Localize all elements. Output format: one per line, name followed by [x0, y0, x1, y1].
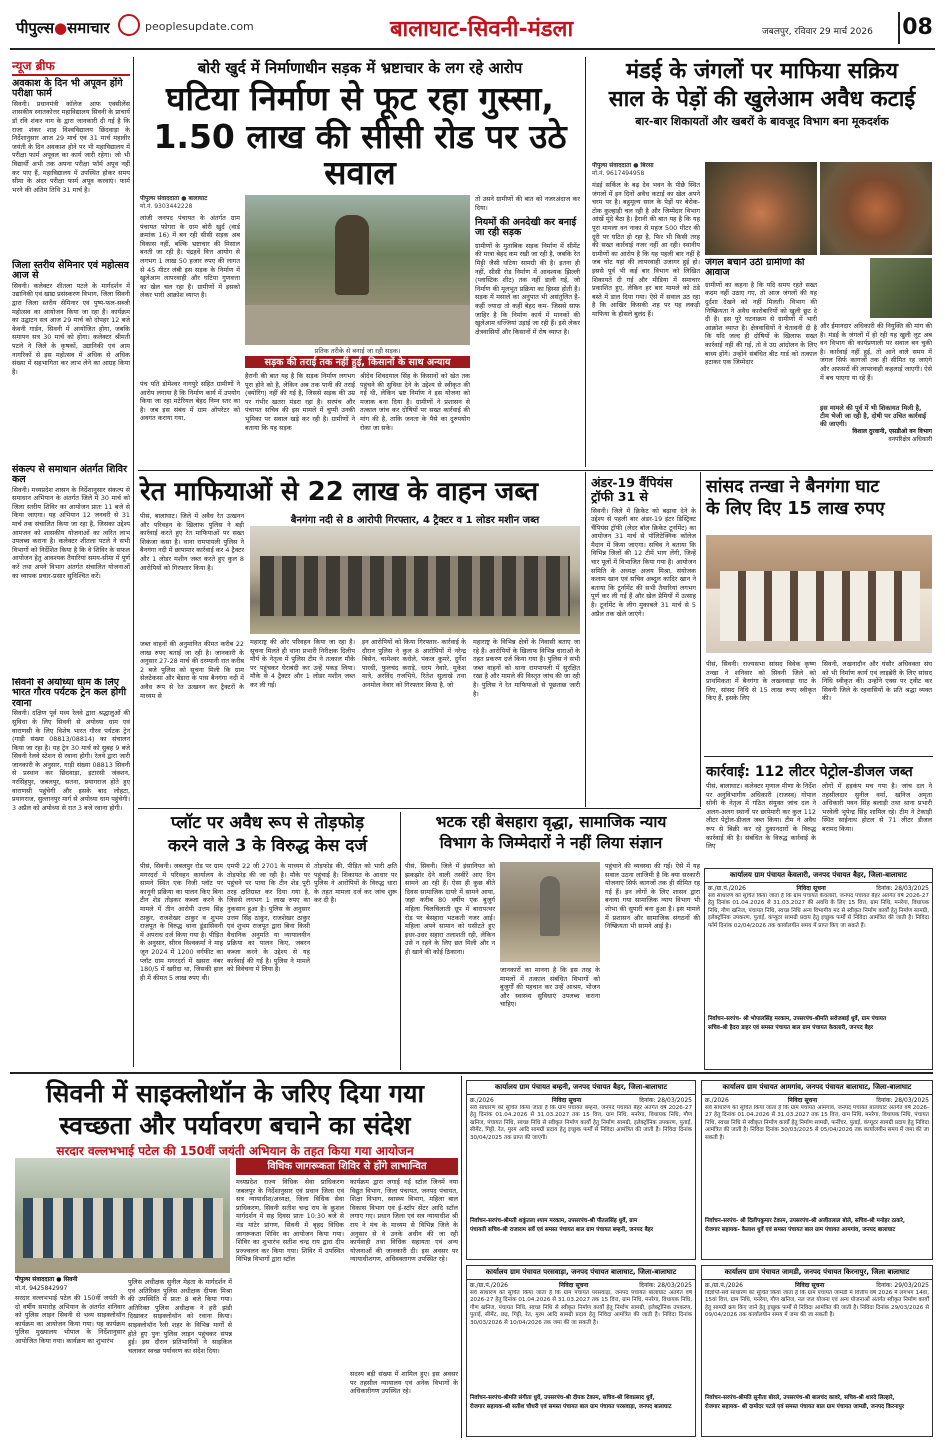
- legal-banner: विधिक जागरूकता शिविर से होंगे लाभान्वित: [236, 1158, 458, 1175]
- story-column: महाराष्ट्र की ओर परिवहन किया जा रहा है। सूचना मिलते ही थाना प्रभारी निरीक्षक दिलीप मौर्य के नेतृत्व में पुलिस टीम ने तत्काल मौके पर पहुंचकर घेराबंदी कर उन्हें पकड़ लिया। मौके से 4 ट्रैक्टर और 1 लोडर मशीन जब्त कर ली गई।: [250, 638, 355, 689]
- story-headline: सिवनी में साइक्लोथॉन के जरिए दिया गया: [46, 1079, 424, 1108]
- story-headline: सांसद तन्खा ने बैनगंगा घाट: [706, 477, 880, 497]
- story-headline: के लिए दिए 15 लाख रुपए: [706, 499, 885, 520]
- brief-text: सिवनी। दक्षिण पूर्व मध्य रेलवे द्वारा श्रद्धालुओं की सुविधा के लिए सिवनी से अयोध्या धाम एवं वाराणसी के लिए विशेष भारत गौरव पर्यटक ट्रेन (गाड़ी संख्या 08813/08814) का संचालन किया जा रहा है। यह ट्रेन 30 मार्च को सुबह 9 बजे सिवनी रेलवे स्टेशन से रवाना होगी। रेलवे द्वारा जारी जानकारी के अनुसार, गाड़ी संख्या 08813 सिवनी से प्रस्थान कर छिंदवाड़ा, इटारसी जंक्शन, नरसिंहपुर, जबलपुर, सतना, प्रयागराज होते हुए वाराणसी पहुंचेगी और इसके बाद लोहटा, प्रयागराज, सुल्तानपुर मार्ग से अयोध्या धाम पहुंचेगी। 3 अप्रैल को अयोध्या से रात 3 बजे रवाना होगी।: [12, 709, 130, 812]
- story-headline: अंडर-19 वैंपियंस: [591, 476, 673, 490]
- story-deck: सरदार वल्लभभाई पटेल की 150वीं जयंती अभियान के तहत किया गया आयोजन: [56, 1144, 414, 1158]
- news-brief-column: [12, 57, 130, 677]
- mp-meeting-photo: [706, 535, 932, 653]
- brief-text: सिवनी। कलेक्टर शीतला पटले के मार्गदर्शन में उद्यानिकी एवं खाद्य प्रसंस्करण विभाग, जिला सिवनी द्वारा जिला स्तरीय सेमिनार एवं पुष्प-फल-सब्जी महोत्सव का आयोजन किया जा रहा है। कार्यक्रम का उद्घाटन सत्र आज 29 मार्च को दोपहर 12 बजे केवनी गार्डन, सिवनी में आयोजित होगा, जबकि समापन सत्र 30 मार्च को होगा। कलेक्टर श्रीमती पटले ने जिले के कृषकों, उद्यानिकी एवं आम नागरिकों से इस महोत्सव में अधिक से अधिक संख्या में सहभागिता कर लाभ लेने का आग्रह किया है।: [12, 281, 130, 376]
- fuel-headline: कार्रवाई: 112 लीटर पेट्रोल-डीजल जब्त: [706, 764, 913, 780]
- quote-author: विशाल दुरवानी, एसडीओ वन विभाग: [852, 428, 932, 435]
- forest-photo: [870, 258, 932, 318]
- story-column: हैरानी की बात यह है कि सड़क निर्माण लगभग पूरा होने को है, लेकिन अब तक पानी की तराई (क्योरिंग) नहीं की गई है, जिससे सड़क की उम्र पर गंभीर खतरा मंडरा रहा है। सरपंच और पंचायत सचिव की इस मामले में चुप्पी उनकी भूमिका पर सवाल खड़े कर रही है। ग्रामीणों ने बताया कि यह सड़क: [245, 372, 355, 432]
- official-quote: इस मामले की पूर्व में भी शिकायत मिली है, टीम भेजी जा रही है, दोषी पर उचित कार्रवाई की जाएगी।: [820, 404, 927, 428]
- brief-text: सिवनी। मध्यप्रदेश शासन के निर्देशानुसार संकल्प से समाधान अभियान के अंतर्गत जिले में 30 मार्च को जिला स्तरीय शिविर का आयोजन प्रातः 11 बजे से किया जाएगा। यह अभियान 12 जनवरी से 31 मार्च तक संचालित किया जा रहा है, जिसका उद्देश्य आमजन को शासकीय योजनाओं का त्वरित लाभ उपलब्ध कराना है। कलेक्टर शीतला पटले ने सभी विभागों को निर्देशित किया है कि वे शिविर के सफल आयोजन हेतु आवश्यक तैयारियां समय-सीमा में पूर्ण करें तथा अपने विभाग अंतर्गत संचालित योजनाओं का व्यापक प्रचार-प्रसार सुनिश्चित करें।: [12, 485, 130, 580]
- tender-notice: कार्यालय ग्राम पंचायत आमगांव, जनपद पंचायत बालाघाट, जिला-बालाघाट क्र./2026 निविदा सूचना दिनांक: 28/03/2025 सर्व साधारण को सूचित किया जाता है कि ग्राम पंचायत आमगांव, जनपद पंचायत बालाघाट अंतर्गत वर्ष 2026-27 हेतु दिनांक 01.04.2026 से 31.03.2027 तक 15 वित्त, ग्राम निधि, मनरेगा, विधायक निधि, पंचायत निधि, स्वच्छ निधि से स्वीकृत निर्माण कार्यों हेतु निर्माण सामग्री, फर्नीचर, पुताई, कंप्यूटर सामग्री प्रदाय हेतु निविदा आमंत्रित की जाती है। निविदा दिनांक 30/03/2025 से 05/04/2026 तक कार्यालयीन समय में जमा की जा सकती है। निर्वाचन-सरपंच- श्री दिलीपकुमार टेकाम, उपसरपंच-श्री अजीतलाल बोले, सचिव-श्री मनोहर ठाकरे, रोजगार सहायक- कैलाश धुर्वे एवं समस्त पंचायत बाल ग्राम पंचायत आमगांव, जनपद बालाघाट: [701, 1080, 933, 1260]
- story-banner: सड़क की तराई तक नहीं हुई, किसानों के साथ अन्याय: [245, 356, 470, 368]
- story-column: श्रीदेव शिवदयाल सिंह के किसानों को खेत तक पहुंचने की सुविधा देने के उद्देश्य से स्वीकृत की गई थी, लेकिन भ्रष्ट निर्माण ने इस योजना को मजाक बना दिया है। ग्रामीणों ने प्रशासन से तत्काल जांच कर दोषियों पर सख्त कार्रवाई की मांग की है, ताकि जनता के पैसे का दुरुपयोग रोका जा सके।: [360, 372, 470, 432]
- story-headline: भटक रही बेसहारा वृद्धा, सामाजिक न्याय: [435, 813, 667, 831]
- story-column: पीसं, सिवनी। जिले में इंसानियत को झकझोर देने वाली तस्वीरें आए दिन सामने आ रही हैं। ऐसा ही कुछ बीते दिवस सामाजिक दायरे में सामने आया, जहां करीब 80 वर्षीय एक बुजुर्ग महिला चिलचिलाती धूप में बारापत्थर रोड पर बेसहारा भटकती नजर आई। महिला अपने सामान को घसीटते हुए इधर-उधर सहारा तलाशती रही, लेकिन उसे न रहने के लिए छत मिली और न ही खाने की कोई ठिकाना।: [405, 862, 495, 956]
- story-column: पीसं, बालाघाट। कलेक्टर मृणाल मीणा के निर्देश पर अनुविभागीय अधिकारी (राजस्व) गोपाल सोनी के नेतृत्व में गठित संयुक्त जांच दल ने अलग-अलग स्थानों पर छापेमारी कर कुल 112 लीटर पेट्रोल-डीजल जब्त किया। टीम ने अवैध रूप से बिक्री कर रहे दुकानदारों के विरुद्ध कार्रवाई की है। संबंधित के विरुद्ध कार्रवाई के लिए: [706, 782, 816, 851]
- brief-headline: जिला स्तरीय सेमिनार एवं महोत्सव आज से: [12, 259, 129, 282]
- story-headline: ट्रॉफी 31 से: [591, 488, 648, 504]
- story-column: महाराष्ट्र के विभिन्न क्षेत्रों के निवासी बताए जा रहे हैं। आरोपियों के खिलाफ विभिन्न धाराओं के तहत प्रकरण दर्ज किया गया है। पुलिस ने सभी जब्त वाहनों को थाना रामपायली में सुरक्षित रखा है और मामले की विस्तृत जांच की जा रही है। पुलिस ने रेत माफियाओं से पूछताछ जारी है।: [473, 638, 580, 698]
- story-headline: करने वाले 3 के विरुद्ध केस दर्ज: [167, 835, 367, 856]
- tender-notice: कार्यालय ग्राम पंचायत परसवाड़ा, जनपद पंचायत बालाघाट, जिला-बालाघाट क्र./ग्रा.पं./2026 निविदा सूचना दिनांक: 28/03/2025 सर्व साधारण को सूचित किया जाता है कि ग्राम पंचायत परसवाड़ा, जनपद पंचायत बालाघाट अंतर्गत वर्ष 2026-27 हेतु दिनांक 01.04.2026 से 31.03.2027 तक 15 वित्त, ग्राम निधि, मनरेगा, विधायक निधि, गौण खनिज, पंचायत निधि, स्वच्छ निधि से स्वीकृत निर्माण कार्यों हेतु निर्माण सामग्री, इलेक्ट्रॉनिक उपकरण, पुताई, सीमेंट, छड़, गिट्टी, रेत, मुरम आदि सामग्री प्रदाय हेतु निविदा आमंत्रित की जाती है। निविदा दिनांक 30/03/2026 से 10/04/2026 तक जमा की जा सकती है। निर्वाचन-सरपंच-श्रीमति संगीता धुर्वे, उपसरपंच-श्री दीपक टेकाम, सचिव-श्री शिवप्रसाद धुर्वे, रोजगार सहायक-श्री सतीश चौधरी एवं समस्त पंचायत बाल ग्राम पंचायत परसवाड़ा, जनपद बालाघाट: [466, 1265, 696, 1437]
- byline: पीपुल्स संवाददाता ● बालाघाट: [140, 195, 208, 202]
- brief-headline: संकल्प से समाधान अंतर्गत शिविर कल: [12, 463, 127, 486]
- elderly-woman-photo: [500, 862, 600, 962]
- story-column: पीपुल्स संवाददाता ● बिरसा मो.नं. 9617494958 मंडई सर्किल के बढ़ देव भवन के पीछे स्थित जंगलों में इन दिनों अवैध कटाई का खेल अपने चरम पर है। बहुमूल्य साल के पेड़ों पर बेरोक-टोक कुल्हाड़ी चल रही है और जिम्मेदार विभाग आंखें मूंदे बैठा है। हैरानी की बात यह है कि यह पूरा मामला वन नाका से महज 500 मीटर की दूरी पर घटित हो रहा है, फिर भी किसी तरह की सख्त कार्रवाई नजर नहीं आ रही। स्थानीय ग्रामीणों का आरोप है कि यह पहली बार नहीं है जब चोट यहां की लापरवाही उजागर हुई हो। इससे पूर्व भी कई बार विभाग को लिखित शिकायतें दी गई और मीडिया में समाचार प्रकाशित हुए, लेकिन हर बार मामले को ठंडे बस्ते में डाल दिया गया। ऐसे में सवाल उठ रहा है कि आखिर किसकी शह पर यह लकड़ी माफिया के हौसले बुलंद हैं।: [592, 162, 700, 318]
- masthead: [10, 8, 935, 50]
- story-text: लांजी जनपद पंचायत के अंतर्गत ग्राम पंचायत फोगरा के ग्राम बोरी खुर्द (वार्ड क्रमांक 16) में बन रही सीसी सड़क अब विकास नहीं, बल्कि भ्रष्टाचार की मिसाल बनती जा रही है। पंद्रहवें वित्त आयोग से लगभग 1 लाख 50 हजार रुपए की लागत से 45 मीटर लंबी इस सड़क के निर्माण में खुलेआम लापरवाही और घटिया गुणवत्ता का खेल चल रहा है। ग्रामीणों में इसको लेकर भारी आक्रोश व्याप्त है।: [140, 214, 240, 300]
- story-road-corruption: [140, 60, 580, 191]
- cyclothon-photo: [15, 1158, 230, 1273]
- tender-notice: कार्यालय ग्राम पंचायत बम्हनी, जनपद पंचायत बैहर, जिला-बालाघाट क्र./2026 निविदा सूचना दिनांक: 28/03/2025 सर्व साधारण को सूचित किया जाता है कि ग्राम पंचायत बम्हनी, जनपद पंचायत बैहर अंतर्गत वर्ष 2026-27 हेतु दिनांक 01.04.2026 से 31.03.2027 तक 15 वित्त, ग्राम निधि, मनरेगा, विधायक निधि, गौण खनिज, पंचायत निधि, स्वच्छ निधि से स्वीकृत निर्माण कार्यों हेतु निर्माण सामग्री, इलेक्ट्रॉनिक उपकरण, पुताई, सीमेंट, गिट्टी, रेत, मुरम आदि सामग्री प्रदाय हेतु इच्छुक फर्मों से निविदा आमंत्रित की जाती है। निविदा दिनांक 30/04/2025 तक प्राप्त की जाएगी। निर्वाचन-सरपंच-श्रीमती शकुंतला श्याम मरकाम, उपसरपंच-श्री पीतलसिंह धुर्वे, ग्राम पंचायती सचिव-श्री राजाराम सर्वे एवं समस्त पंचायत बाल ग्राम पंचायत बम्हनी, जनपद बैहर: [466, 1080, 696, 1260]
- story-column: पीसं, सिवनी। जबलपुर रोड पर ग्राम मगरदर्रा में परिवहन कार्यालय के सामने स्थित एक निजी प्लॉट पर कानूनी प्रक्रिया का पालन किए बिना टीन शेड तोड़कर कब्जा करने के मामले में तीन आरोपी उत्तम सिंह ठाकुर, राजशेखर ठाकुर व शुभम राजपूत के विरुद्ध थाना डूंडासिवनी में अपराध दर्ज किया गया है। पीड़ित के अनुसार, सीरव विश्वकर्मा ने माह जून 2024 में 1200 वर्गफीट का प्लॉट ग्राम मगरदर्रा में खसरा नंबर 180/5 में खरीदा था, जिसकी हाल ही में कीमत 5 लाख रुपए थी।: [140, 862, 223, 982]
- story-column: जानकारों का मानना है कि इस तरह के मामलों में तत्काल संबंधित विभागों को बुजुर्गों की पहचान कर उन्हें आश्रय, भोजन और स्वास्थ्य सुविधाएं उपलब्ध कराना चाहिए।: [500, 966, 600, 1009]
- story-deck: बार-बार शिकायतों और खबरों के बावजूद विभाग बना मूकदर्शक: [635, 115, 889, 129]
- story-column: मध्यप्रदेश राज्य विधिक सेवा प्राधिकरण जबलपुर के निर्देशानुसार एवं प्रधान जिला एवं सत्र न्यायाधीश/अध्यक्ष, जिला विधिक सेवा प्राधिकरण, सिवनी सतीश चन्द्र राय के कुशल मार्गदर्शन में सह दिवस प्रातः 10:30 बजे से मंड मांटेर प्रांगण, सिवनी में बृहद विधिक जागरूकता शिविर का आयोजन किया गया। शिविर का शुभारंभ सतीश चन्द्र राय द्वारा दीप प्रज्ज्वलन कर किया गया। शिविर में उपस्थित विभिन्न विभागों द्वारा स्टॉल: [236, 1178, 344, 1264]
- story-column: सरदार वल्लभभाई पटेल की 150वीं जयंती के दो वर्षीय समारोह अभियान के अंतर्गत शनिवार को पुलिस लाइन सिवनी से भव्य साइक्लोथॉन कार्यक्रम का आयोजन किया गया। यह कार्यक्रम पुलिस मुख्यालय भोपाल के निर्देशानुसार आयोजित किया गया। कार्यक्रम का शुभारंभ: [15, 1294, 125, 1345]
- story-column: तो उसने ग्रामीणों की बात को नजरअंदाज कर दिया। नियमों की अनदेखी कर बनाई जा रही सड़क ग्रामीणों के मुताबिक सड़क निर्माण में सीमेंट की मात्रा बेहद कम रखी जा रही है, जबकि रेत मिट्टी जैसी घटिया सामग्री की है। इतना ही नहीं, सीसी रोड निर्माण में आवश्यक झिल्ली (प्लास्टिक शीट) तक नहीं डाली गई, जो निर्माण की मूलभूत प्रक्रिया का हिस्सा होती है। सड़क में मसाले का अनुपात भी असंतुलित है-कहीं ज्यादा तो कहीं बेहद कम- जिससे साफ जाहिर है कि निर्माण कार्य में मानकों की खुलेआम धज्जियां उड़ाई जा रही हैं। इसे लेकर क्षेत्रवासियों और किसानों में रोष व्याप्त है।: [475, 195, 580, 336]
- story-sand-mafia: [140, 478, 580, 507]
- tender-notice: कार्यालय ग्राम पंचायत केवलारी, जनपद पंचायत बैहर, जिला-बालाघाट क्र./ग्रा.पं./2026 निविदा सूचना दिनांक: 28/03/2025 सर्व साधारण को सूचित किया जाता है कि ग्राम पंचायत केवलारी, जनपद पंचायत बैहर अंतर्गत वर्ष 2026-27 हेतु दिनांक 01.04.2026 से 31.03.2027 की अवधि के लिए 15 वित्त, ग्राम निधि, मनरेगा, विधायक निधि, गौण खनिज, पंचायत निधि, स्वच्छ निधि अन्य विभागीय मद से स्वीकृत निर्माण कार्यों हेतु निर्माण सामग्री, इलेक्ट्रॉनिक उपकरण, पुताई, कंप्यूटर सामग्री प्रदाय हेतु इच्छुक फर्मों से निविदा आमंत्रित की जाती है। निविदा फॉर्म दिनांक 02/04/2026 तक कार्यालयीन समय में प्राप्त किए जा सकते हैं। निर्वाचन-सरपंच- श्री भोपालसिंह मरकाम, उपसरपंच-श्रीमति सरोजबाई धुर्वे, ग्राम पंचायत सचिव-श्री हैदरा डाहर एवं समस्त पंचायत बाल ग्राम पंचायत केवलारी, जनपद बैहर: [704, 868, 933, 1070]
- reporter-mobile: मो.नं. 9425842997: [15, 1285, 68, 1292]
- tree-stump-photo: [705, 162, 817, 255]
- story-column: पंच पति डोमेश्वर नागपुरे सहित ग्रामीणों ने आरोप लगाया है कि निर्माण कार्य में उपयोग किया जा रहा मटेरियल बेहद निम्न स्तर का है। जब इस संबंध में ग्राम ऑपरेटर को अवगत कराया गया,: [140, 380, 240, 423]
- sub-headline: जंगल बचाने उठी ग्रामीणों की आवाज: [705, 258, 805, 279]
- story-forest: [592, 60, 932, 128]
- story-headline: स्वच्छता और पर्यावरण बचाने का संदेश: [59, 1110, 411, 1140]
- story-headline: घटिया निर्माण से फूट रहा गुस्सा,: [166, 78, 554, 118]
- website-url[interactable]: peoplesupdate.com: [145, 20, 254, 33]
- story-elderly-woman: [405, 814, 697, 852]
- byline: पीपुल्स संवाददाता ● सिवनी: [15, 1276, 78, 1283]
- sub-headline: नियमों की अनदेखी कर बनाई जा रही सड़क: [475, 217, 577, 239]
- publication-logo: पीपुल्स●समाचार: [16, 19, 110, 37]
- story-headline: विभाग के जिम्मेदारों ने नहीं लिया संज्ञान: [439, 834, 663, 853]
- story-deck: बैनगंगा नदी से 8 आरोपी गिरफ्तार, 4 ट्रैक्टर व 1 लोडर मशीन जब्त: [290, 515, 540, 526]
- brief-headline: सिवनी से अयोध्या धाम के लिए भारत गौरव पर्यटक ट्रेन कल होगी रवाना: [12, 678, 127, 709]
- brief-headline: अवकाश के दिन भी अपूवन होंगे परीक्षा फार्म: [12, 78, 123, 100]
- news-brief-column-2: [12, 678, 130, 1020]
- story-headline: साल के पेड़ों की खुलेआम अवैध कटाई: [608, 87, 916, 113]
- story-column: पीसं, बालाघाट। जिले में अवैध रेत उत्खनन और परिवहन के खिलाफ पुलिस ने बड़ी कार्रवाई करते हुए रेत माफियाओं पर सख्त शिकंजा कसा है। थाना रामपायली पुलिस ने बैनगंगा नदी में छापामार कार्रवाई कर 4 ट्रैक्टर और 1 लोडर मशीन जब्त करते हुए कुल 8 आरोपियों को गिरफ्तार किया है। जब्त वाहनों की अनुमानित कीमत करीब 22 लाख रुपए बताई जा रही है। जानकारी के अनुसार 27-28 मार्च की दरम्यानी रात करीब 2 बजे पुलिस को सूचना मिली कि ग्राम सेलटेकसा और बेंडारा के पास बैनगंगा नदी में अवैध रूप से रेत उत्खनन कर ट्रैक्टरों के माध्यम से: [140, 512, 244, 700]
- story-column: पहुंचाने की व्यवस्था की गई। ऐसे में यह सवाल उठना लाजिमी है कि क्या सरकारी योजनाएं सिर्फ कागजों तक ही सीमित रह गई हैं। इन लोगों के लिए शासन द्वारा बनाया गया सामाजिक न्याय विभाग भी शोभा की सुपारी बना हुआ है। इस मामले में प्रशासन और सामाजिक संगठनों की निष्क्रियता भी सामने आई है।: [605, 862, 700, 931]
- story-u19: अंडर-19 वैंपियंस ट्रॉफी 31 से सिवनी। जिले में क्रिकेट को बढ़ावा देने के उद्देश्य से पहली बार अंडर-19 इंटर डिस्ट्रिक्ट चैंपियंस ट्रॉफी (लेदर बॉल क्रिकेट टूर्नामेंट) का आयोजन 31 मार्च से पॉलिटेक्निक कॉलेज मैदान में किया जाएगा। सचिव ने बताया कि विभिन्न जिलों की 12 टीमें भाग लेंगी, जिन्हें चार पूलों में विभाजित किया गया है। आयोजन समिति के अध्यक्ष अजय मिश्रा, संयोजक कलाम खान एवं सचिव अब्दुल कादिर खान ने बताया कि टूर्नामेंट की सभी तैयारियां लगभग पूर्ण कर ली गई हैं और खेल प्रेमियों में उत्साह है। टूर्नामेंट के लीग मुकाबले 31 मार्च से 5 अप्रैल तक खेले जाएंगे।: [591, 476, 696, 618]
- arrested-group-photo: [250, 526, 580, 634]
- story-column: एमपी 22 जी 2701 के माध्यम से तोड़फोड़ की जा रही है। मौके पर पहुंचने पर पाया कि टीन शेड पूरी तरह क्षतिग्रस्त कर दिया गया है, जिससे लगभग 1 लाख रुपए का नुकसान हुआ है। पुलिस के अनुसार उत्तम सिंह ठाकुर, राजशेखर ठाकुर एवं शुभम राजपूत द्वारा बिना किसी वैधानिक अनुमति या न्यायालयीन प्रक्रिया का पालन किए, जबरन कब्जा करने के उद्देश्य से यह कार्रवाई की गई है। पुलिस ने मामले को विवेचना में लिया है।: [227, 862, 310, 974]
- reporter-mobile: मो.नं. 9303442228: [140, 203, 193, 210]
- tree-stump-photo: [820, 162, 932, 255]
- story-column: तोड़फोड़ की, पीड़ित को भारी क्षति पहुंचाई है। शिकायत के आधार पर पुलिस ने आरोपियों के विरुद्ध धारा के तहत मामला दर्ज कर जांच शुरू कर दी है।: [314, 862, 397, 905]
- edition-title: बालाघाट-सिवनी-मंडला: [390, 17, 574, 42]
- story-headline: मंडई के जंगलों पर माफिया सक्रिय: [626, 59, 898, 84]
- story-headline: 1.50 लाख की सीसी रोड पर उठे सवाल: [153, 116, 567, 193]
- story-kicker: बोरी खुर्द में निर्माणाधीन सड़क में भ्रष्टाचार के लग रहे आरोप: [197, 59, 523, 77]
- story-column: पीसं, सिवनी। राज्यसभा सांसद विवेक कृष्ण तन्खा ने शनिवार को सिवनी जिले को प्राथमिकता में बैनगंगा के लखनवाड़ा घाट के लिए, सांसद निधि से 15 लाख रुपए स्वीकृत किए हैं, इसके लिए: [706, 660, 816, 703]
- story-column: लोगों में हड़कंप मच गया है। जांच दल ने तहसीलदार सुनील वर्मा, खनिज अमृता अधिकारी पवन सिंह बलाड़ी तथा थाना प्रभारी भरवेली भूपेन्द्र सिंह शामिल रहे। टीम ने टेकाड़ी स्थित साईनाथ होटल से 71 लीटर डीजल बरामद किया।: [822, 782, 932, 833]
- story-column: सिवनी, लखनादौन और घंसौर अधिवक्ता संघ को भी निर्माण कार्य एवं लाइब्रेरी के लिए सांसद निधि स्वीकृत की। उन्होंने एक्स पर ट्वीट कर सिवनी जिले के रहवासियों के प्रति श्रद्धा व्यक्त की।: [822, 660, 932, 703]
- story-column: इन आरोपियों को किया गिरफ्तार- कार्रवाई के दौरान पुलिस ने कुल 8 आरोपियों में नरेन्द्र बिसेन, चामेश्वर करोले, पंकज कुमरे, दुर्गेश पारधी, फुलचंद कराड़े, धरम नेवारे, मुकेश मात्रे, अरविंद गजभिये, रितेश सुलाखे तथा अनमोल नेवार को गिरफ्तार किया है, जो: [362, 638, 466, 689]
- story-mp-fund: [706, 478, 932, 520]
- tender-notice: कार्यालय ग्राम पंचायत जामडी, जनपद पंचायत किरनापुर, जिला बालाघाट क्र./ग्रा.पं./2026 निविदा सूचना दिनांक: 29/03/2025 विज्ञप्ति-सर्व साधारण को सूचित किया जाता है कि ग्राम पंचायत जामडी में वित्तीय वर्ष 2026 में लगभग 14वां, 15वां वित्त, ग्राम निधि, मनरेगा, गौण खनिज, नल जल योजना एवं अन्य योजनाओं अंतर्गत स्वीकृत निर्माण कार्यों हेतु सामग्री क्रय किए जाने हेतु इच्छुक फर्मों से निविदा आमंत्रित की जाती है। निविदा दिनांक 29/03/2026 से 09/04/2026 तक कार्यालयीन समय में जमा की जा सकती है। निर्वाचन-सरपंच-श्रीमति सुनीता बोरले, उपसरपंच-श्री बालचंद कावरे, सचिव-श्री शारदे लिल्हारे, रोजगार सहायक- श्री दामोदर पटले एवं समस्त पंचायत बाल ग्राम पंचायत जामडी, जनपद किरनापुर: [701, 1265, 933, 1437]
- story-column: कार्यक्रम द्वारा लगाई गई स्टॉल जिनमें नया विद्युत विभाग, जिला पंचायत, जनपद पंचायत, शिक्षा विभाग, स्वास्थ्य विभाग, महिला बाल विकास विभाग एवं ई-स्टॉप सेंटर आदि स्टॉल लगाए गए। प्रधान जिला एवं सत्र न्यायाधीश श्री राय ने मंच के माध्यम से विभिन्न जिले के अनुसार से वे उनके अधीन की जा रही कार्यवाही तथा विधिक सहायता एवं अन्य योजनाओं की जानकारी दी। इस अवसर पर न्यायाधीशगण, अधिवक्तागण उपस्थित रहे। सदस्य बड़ी संख्या में शामिल हुए। इस अवसर पर तहसील न्यायालय एवं अनेक विभागों के अधिकारीगण उपस्थित रहे।: [350, 1178, 458, 1396]
- story-headline: प्लॉट पर अवैध रूप से तोड़फोड़: [170, 813, 365, 833]
- news-brief-label: न्यूज ब्रीफ: [12, 57, 130, 76]
- story-column: जंगल बचाने उठी ग्रामीणों की आवाज ग्रामीणों का कहना है कि यदि समय रहते सख्त कदम नहीं उठाए गए, तो आज जंगलों की यह दुर्दशा देखने को नहीं मिलती। विभाग की निष्क्रियता ने अवैध कारोबारियों को खुली छूट दे दी है। इस पूरे घटनाक्रम से ग्रामीणों में भारी आक्रोश व्याप्त है। क्षेत्रवासियों ने चेतावनी दी है कि यदि जल्द ही दोषियों के खिलाफ सख्त कार्रवाई नहीं की गई, तो वे उग्र आंदोलन के लिए बाध्य होंगे। उन्होंने संबंधित बीट गार्ड को तत्काल हटाकर एक जिम्मेदार: [705, 258, 817, 367]
- story-column: और ईमानदार अधिकारी की नियुक्ति की मांग की है। मंडई के जंगलों में हो रही यह खुली लूट अब वन विभाग की कार्यप्रणाली पर सवाल बन चुकी है। कार्रवाई नहीं हुई, तो आने वाले समय में जंगल सिर्फ कागजों तक ही सीमित रह जाएंगे और अफसरों की लापरवाही कहलाई जाएगी। ऐसे में बच पाएगा या रहे हैं। इस मामले की पूर्व में भी शिकायत मिली है, टीम भेजी जा रही है, दोषी पर उचित कार्रवाई की जाएगी। विशाल दुरवानी, एसडीओ वन विभाग वनपरिक्षेत्र अधिकारी: [820, 322, 932, 443]
- date-line: जबलपुर, रविवार 29 मार्च 2026: [762, 27, 873, 37]
- page-number: 08: [898, 12, 935, 44]
- photo-caption: प्रतिक तरीके से बनाई जा रही सड़क।: [314, 347, 401, 355]
- story-cyclothon: [15, 1080, 455, 1158]
- road-photo: [245, 195, 470, 345]
- story-plot: [140, 814, 395, 855]
- globe-icon: [118, 14, 140, 36]
- story-column: पुलिस अधीक्षक सुनील मेहता के मार्गदर्शन में एवं अतिरिक्त पुलिस अधीक्षक दीपक मिश्रा की उपस्थिति में प्रातः 8 बजे किया गया। अतिरिक्त पुलिस अधीक्षक ने हरी झंडी दिखाकर साइक्लोथॉन को रवाना किया। साइक्लोथॉन रैली शहर के विभिन्न मार्गों से होते हुए पुनः पुलिस लाइन पहुंचकर संपन्न हुई। इस दौरान प्रतिभागियों ने साइकिल चलाकर स्वच्छ पर्यावरण का संदेश दिया।: [128, 1278, 232, 1355]
- story-headline: रेत माफियाओं से 22 लाख के वाहन जब्त: [140, 477, 539, 507]
- brief-text: सिवनी। प्रधानमंत्री कॉलेज आफ एक्सीलेंस शासकीय स्नातकोत्तर महाविद्यालय सिवनी के प्राचार्य डॉ रवि शंकर नाग के द्वारा जानकारी दी गई है कि राजा शंकर शाह विश्वविद्यालय छिंदवाड़ा के निर्देशानुसार आज 29 मार्च एवं 31 मार्च महावीर जयंती के दिन अवकाश होने पर भी महाविद्यालय में परीक्षा फार्म अपूवल का कार्य जारी रहेगा। जो भी विद्यार्थी अभी तक अपना परीक्षा फॉर्म अपूव नहीं कर पाए हैं, महाविद्यालय में उपस्थित होकर समय सीमा के अंदर परीक्षा फार्म अपूव करवाएं। फार्म भरने की अंतिम तिथि 31 मार्च है।: [12, 99, 130, 194]
